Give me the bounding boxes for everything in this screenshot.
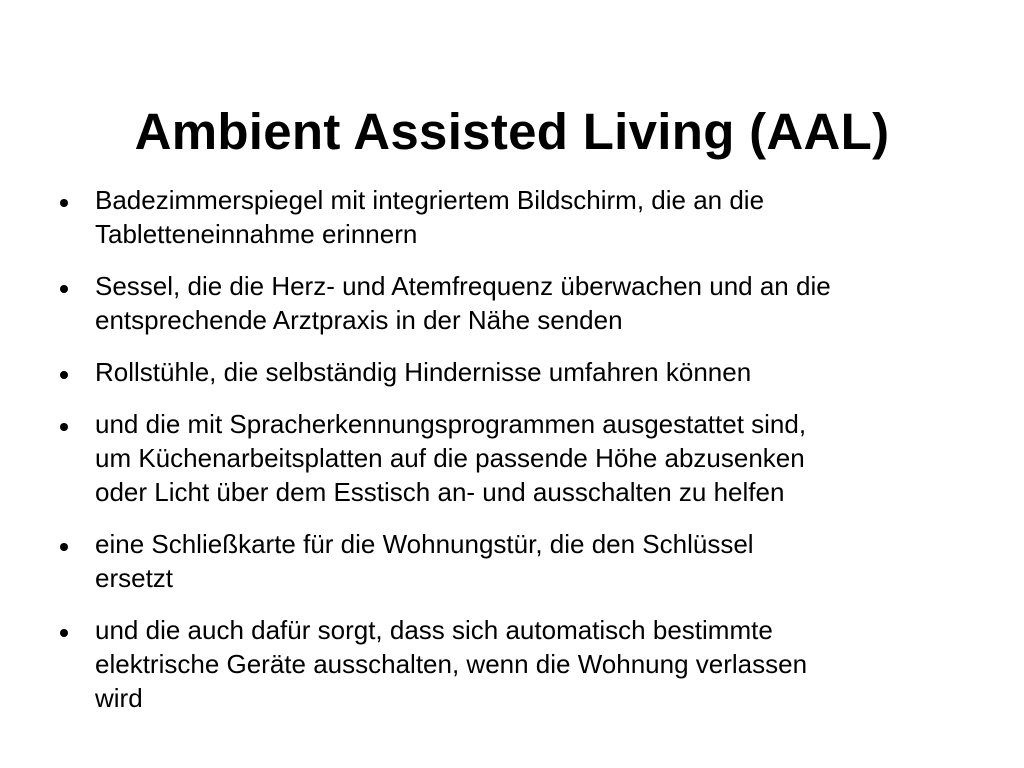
bullet-dot-icon xyxy=(60,371,68,379)
bullet-dot-icon xyxy=(60,543,68,551)
bullet-text: Sessel, die die Herz- und Atemfrequenz überwachen und an die entsprechende Arztpraxis in der Nähe senden xyxy=(95,271,831,335)
bullet-dot-icon xyxy=(60,199,68,207)
bullet-dot-icon xyxy=(60,423,68,431)
bullet-dot-icon xyxy=(60,629,68,637)
bullet-text: Badezimmerspiegel mit integriertem Bildschirm, die an die Tabletteneinnahme erinnern xyxy=(95,185,765,249)
bullet-dot-icon xyxy=(60,285,68,293)
bullet-text: Rollstühle, die selbständig Hindernisse umfahren können xyxy=(95,357,752,387)
bullet-item-2 xyxy=(58,269,988,337)
bullet-text: eine Schließkarte für die Wohnungstür, die den Schlüssel ersetzt xyxy=(95,529,754,593)
bullet-item-4 xyxy=(58,407,988,509)
slide-title: Ambient Assisted Living (AAL) xyxy=(134,103,890,161)
bullet-text: und die mit Spracherkennungsprogrammen ausgestattet sind, um Küchenarbeitsplatten auf die passende Höhe abzusenken oder Licht über dem Esstisch an- und ausschalten zu helfen xyxy=(95,409,807,507)
bullet-item-6 xyxy=(58,613,988,715)
bullet-item-1 xyxy=(58,183,988,251)
bullet-item-3 xyxy=(58,355,988,389)
bullet-list xyxy=(58,183,988,733)
bullet-text: und die auch dafür sorgt, dass sich automatisch bestimmte elektrische Geräte ausschalten, wenn die Wohnung verlassen wird xyxy=(95,615,808,713)
bullet-item-5 xyxy=(58,527,988,595)
